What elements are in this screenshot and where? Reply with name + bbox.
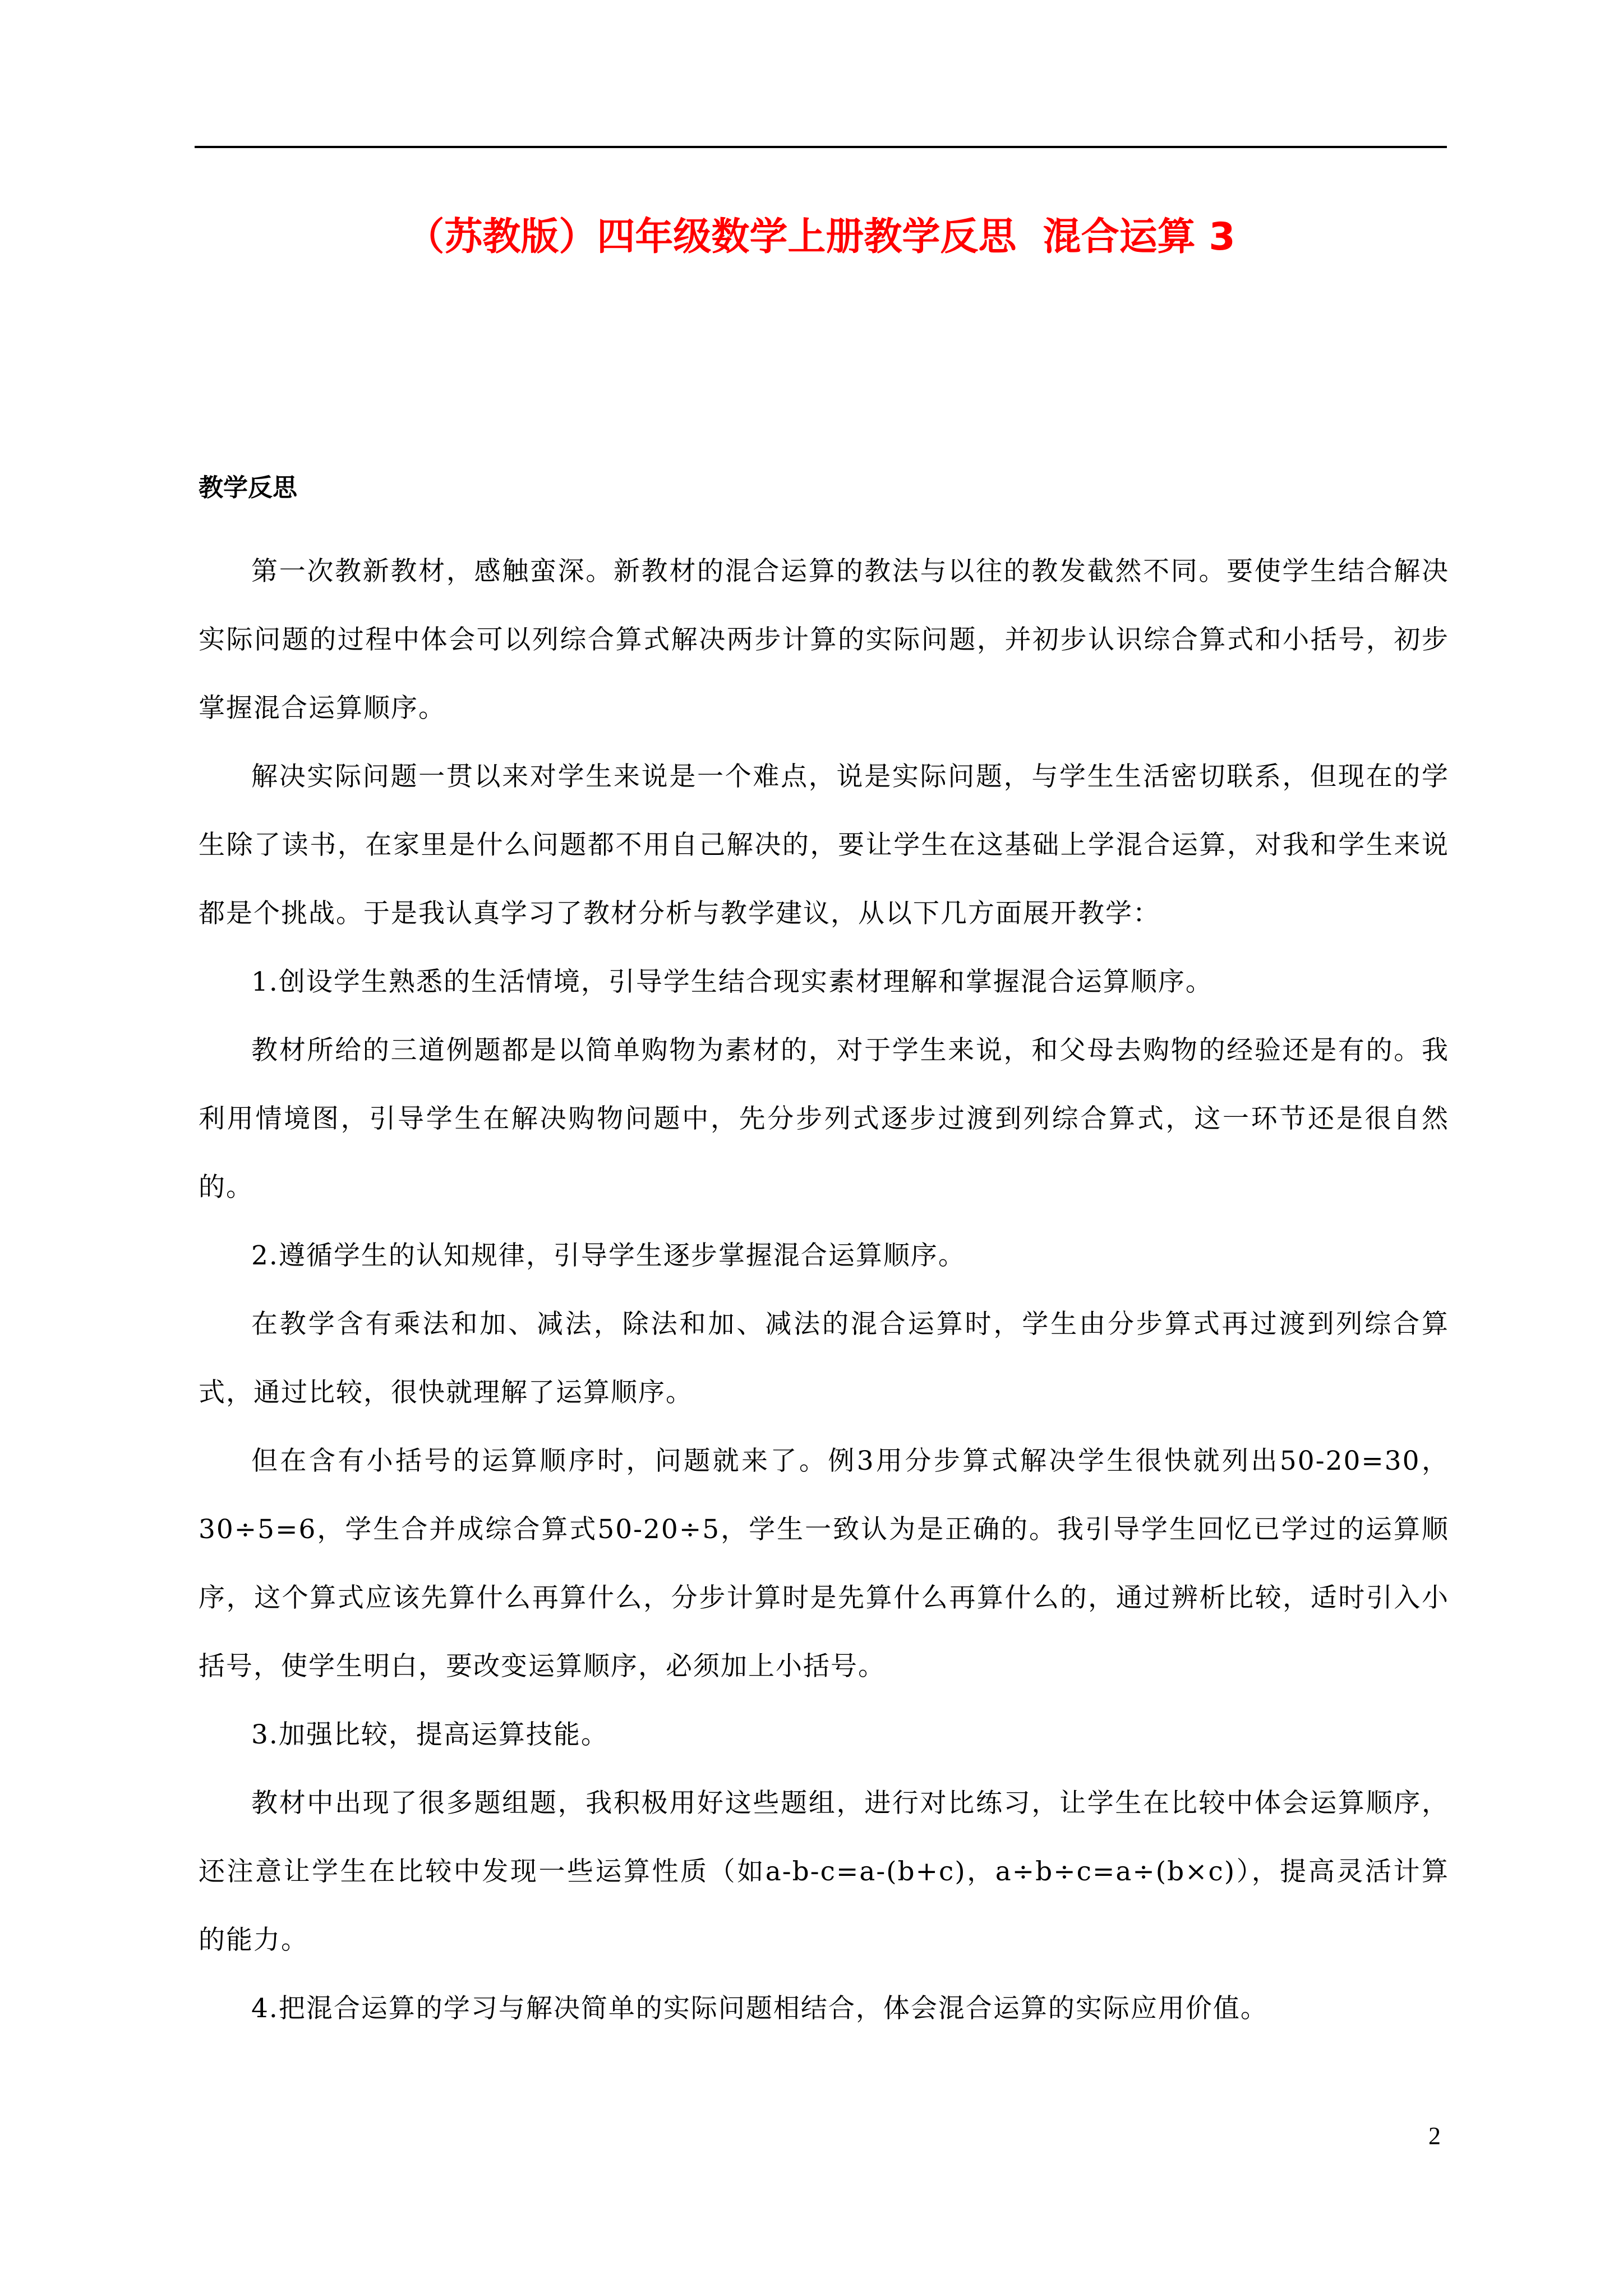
document-body: [199, 460, 1449, 2043]
paragraph: 4.把混合运算的学习与解决简单的实际问题相结合，体会混合运算的实际应用价值。: [251, 1993, 1268, 2024]
page-number: 2: [1428, 2122, 1441, 2150]
paragraph: 2.遵循学生的认知规律，引导学生逐步掌握混合运算顺序。: [251, 1240, 966, 1271]
paragraph: 教材所给的三道例题都是以简单购物为素材的，对于学生来说，和父母去购物的经验还是有的。我利用情境图，引导学生在解决购物问题中，先分步列式逐步过渡到列综合算式，这一环节还是很自然的。: [199, 1035, 1449, 1203]
paragraph: 教材中出现了很多题组题，我积极用好这些题组，进行对比练习，让学生在比较中体会运算顺序，还注意让学生在比较中发现一些运算性质（如a-b-c=a-(b+c)，a÷b÷c=a÷(b×c)），提高灵活计算的能力。: [199, 1788, 1449, 1955]
paragraph: 第一次教新教材，感触蛮深。新教材的混合运算的教法与以往的教发截然不同。要使学生结合解决实际问题的过程中体会可以列综合算式解决两步计算的实际问题，并初步认识综合算式和小括号，初步掌握混合运算顺序。: [199, 556, 1449, 724]
section-heading: 教学反思: [199, 473, 297, 502]
header-rule: [195, 146, 1447, 148]
paragraph: 但在含有小括号的运算顺序时，问题就来了。例3用分步算式解决学生很快就列出50-20=30，30÷5=6，学生合并成综合算式50-20÷5，学生一致认为是正确的。我引导学生回忆已学过的运算顺序，这个算式应该先算什么再算什么，分步计算时是先算什么再算什么的，通过辨析比较，适时引入小括号，使学生明白，要改变运算顺序，必须加上小括号。: [199, 1446, 1449, 1682]
paragraph: 1.创设学生熟悉的生活情境，引导学生结合现实素材理解和掌握混合运算顺序。: [251, 967, 1213, 997]
paragraph: 解决实际问题一贯以来对学生来说是一个难点，说是实际问题，与学生生活密切联系，但现在的学生除了读书，在家里是什么问题都不用自己解决的，要让学生在这基础上学混合运算，对我和学生来说都是个挑战。于是我认真学习了教材分析与教学建议，从以下几方面展开教学：: [199, 761, 1449, 929]
paragraph: 在教学含有乘法和加、减法，除法和加、减法的混合运算时，学生由分步算式再过渡到列综合算式，通过比较，很快就理解了运算顺序。: [199, 1309, 1449, 1408]
paragraph: 3.加强比较，提高运算技能。: [251, 1719, 608, 1750]
document-title: （苏教版）四年级数学上册教学反思 混合运算 3: [406, 215, 1235, 259]
